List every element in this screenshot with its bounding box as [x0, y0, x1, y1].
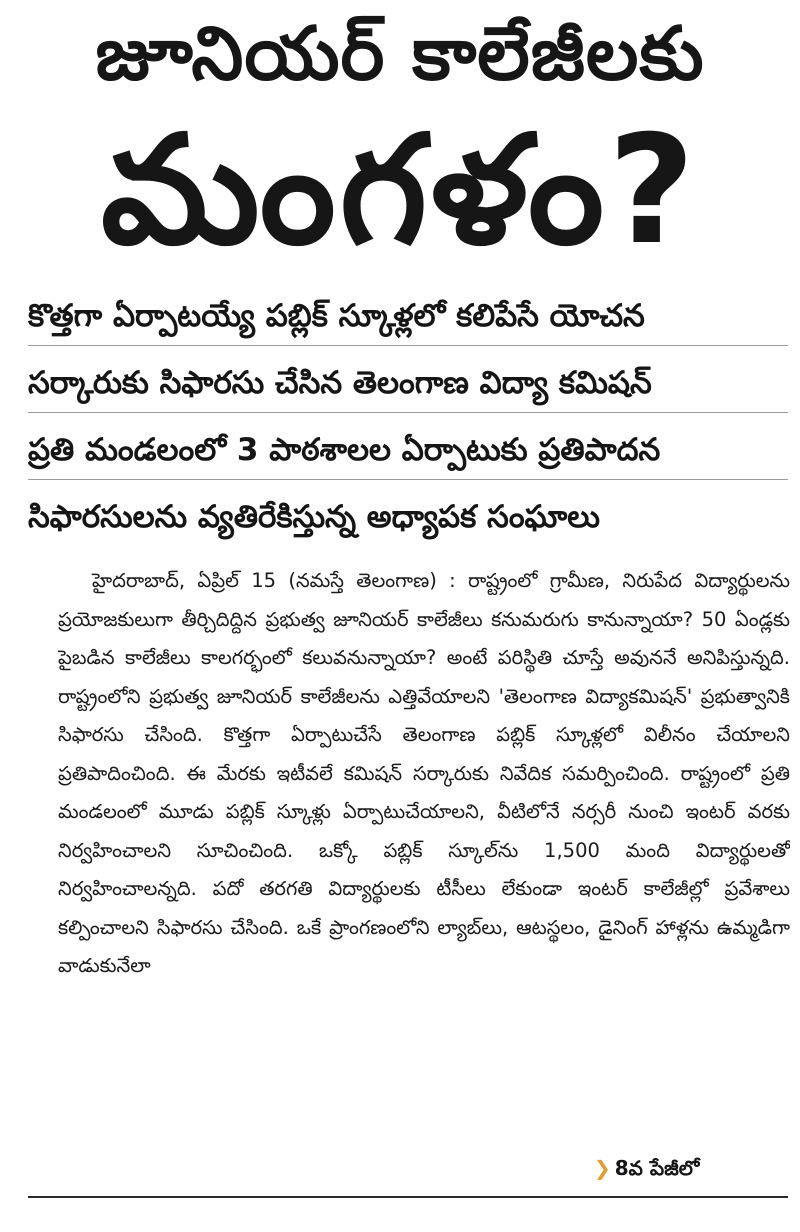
subheadline: ప్రతి మండలంలో 3 పాఠశాలల ఏర్పాటుకు ప్రతిపాదన — [28, 422, 788, 480]
continued-label: 8వ పేజీలో — [614, 1156, 700, 1180]
bottom-divider — [28, 1196, 788, 1198]
article-body: హైదరాబాద్, ఏప్రిల్ 15 (నమస్తే తెలంగాణ) : రాష్ట్రంలో గ్రామీణ, నిరుపేద విద్యార్థులను ప్రయోజకులుగా తీర్చిదిద్దిన ప్రభుత్వ జూనియర్ కాలేజీలు కనుమరుగు కానున్నాయా? 50 ఏండ్లకు పైబడిన కాలేజీలు కాలగర్భంలో కలువనున్నాయా? అంటే పరిస్థితి చూస్తే అవుననే అనిపిస్తున్నది. రాష్ట్రంలోని ప్రభుత్వ జూనియర్ కాలేజీలను ఎత్తివేయాలని 'తెలంగాణ విద్యాకమిషన్' ప్రభుత్వానికి సిఫారసు చేసింది. కొత్తగా ఏర్పాటుచేసే తెలంగాణ పబ్లిక్ స్కూళ్లలో విలీనం చేయాలని ప్రతిపాదించింది. ఈ మేరకు ఇటీవలే కమిషన్ సర్కారుకు నివేదిక సమర్పించింది. రాష్ట్రంలో ప్రతి మండలంలో మూడు పబ్లిక్ స్కూళ్లు ఏర్పాటుచేయాలని, వీటిలోనే నర్సరీ నుంచి ఇంటర్ వరకు నిర్వహించాలని సూచించింది. ఒక్కో పబ్లిక్ స్కూల్‌ను 1,500 మంది విద్యార్థులతో నిర్వహించాలన్నది. పదో తరగతి విద్యార్థులకు టీసీలు లేకుండా ఇంటర్ కాలేజీల్లో ప్రవేశాలు కల్పించాలని సిఫారసు చేసింది. ఒకే ప్రాంగణంలోని ల్యాబ్‌లు, ఆటస్థలం, డైనింగ్ హాళ్లను ఉమ్మడిగా వాడుకునేలా — [58, 569, 790, 977]
subheadlines — [28, 288, 788, 555]
subheadline: కొత్తగా ఏర్పాటయ్యే పబ్లిక్ స్కూళ్లలో కలిపేసే యోచన — [28, 288, 788, 346]
headline-line-1: జూనియర్ కాలేజీలకు — [95, 11, 705, 97]
headline-line-2: మంగళం? — [100, 106, 699, 276]
subheadline: సర్కారుకు సిఫారసు చేసిన తెలంగాణ విద్యా కమిషన్ — [28, 355, 788, 413]
subheadline: సిఫారసులను వ్యతిరేకిస్తున్న అధ్యాపక సంఘాలు — [28, 499, 600, 535]
chevron-right-icon: ❯ — [594, 1156, 611, 1180]
continued-on-page-link[interactable] — [588, 1150, 699, 1186]
